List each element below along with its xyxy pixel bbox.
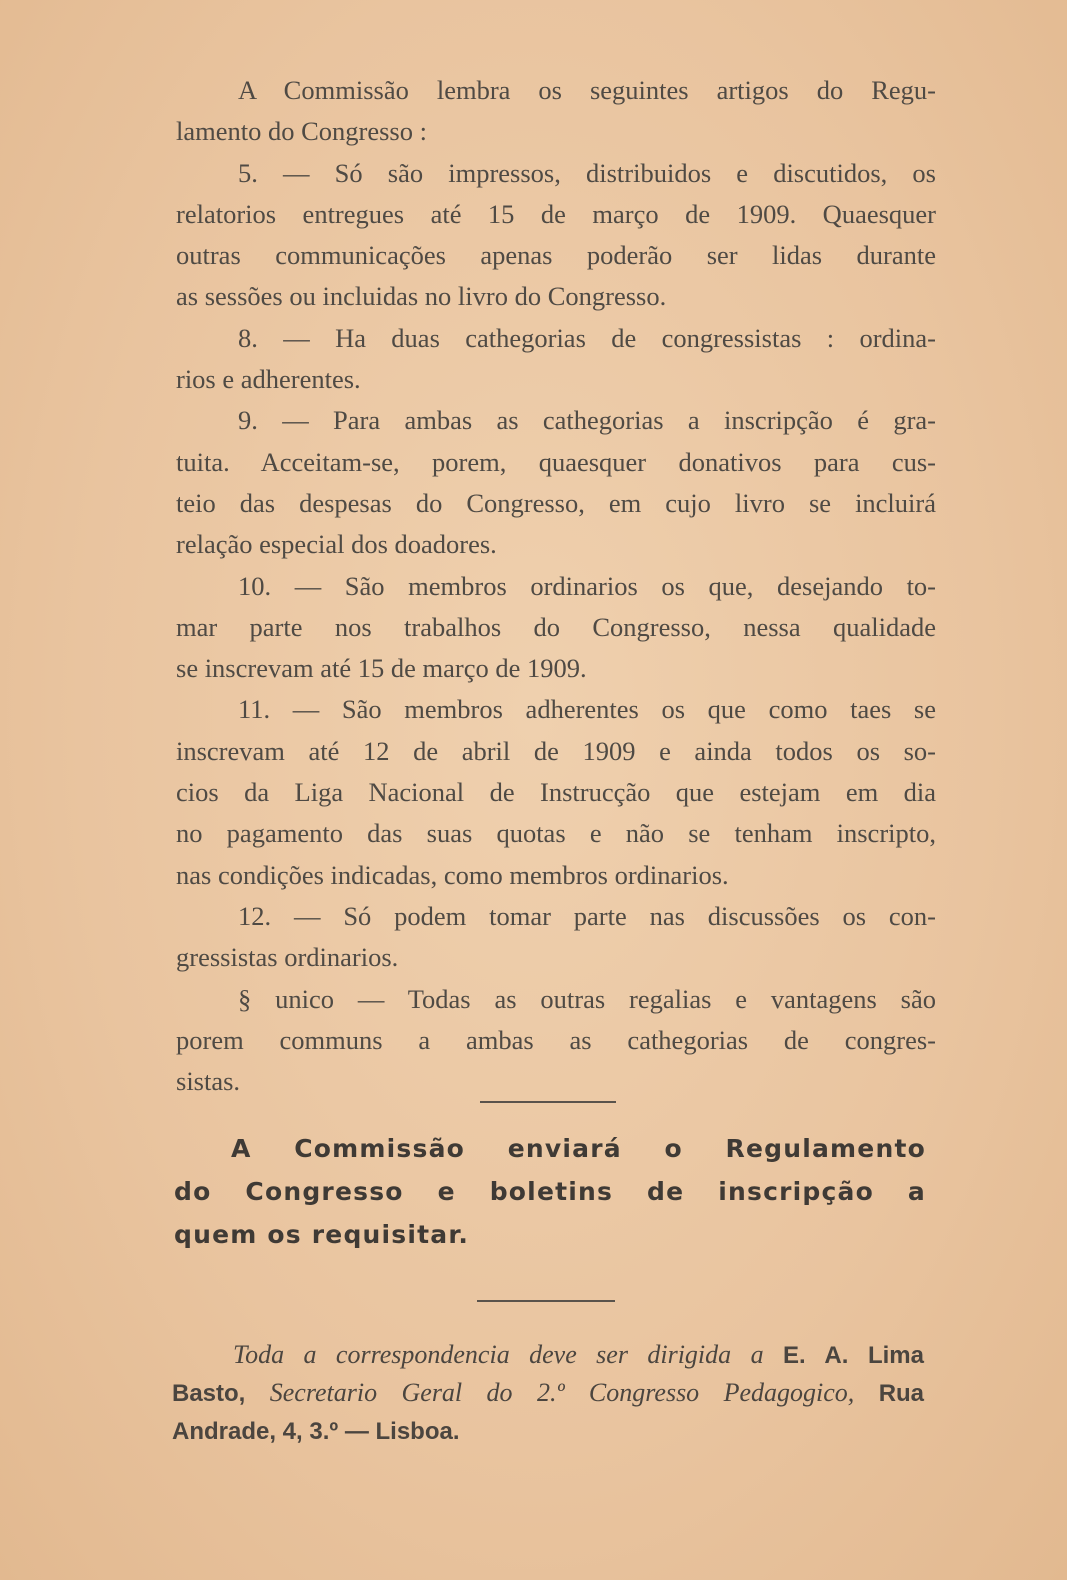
article-text-line: as sessões ou incluidas no livro do Congresso. [176,281,667,312]
article-text-line: outras communicações apenas poderão ser lidas durante [176,240,936,271]
article-text-line: teio das despesas do Congresso, em cujo livro se incluirá [176,487,936,518]
article-text-line: 10. — São membros ordinarios os que, desejando to- [238,570,936,601]
article-text-line: § unico — Todas as outras regalias e vantagens são [238,983,936,1014]
article-text-line: tuita. Acceitam-se, porem, quaesquer donativos para cus- [176,446,936,477]
footer-line-1: Toda a correspondencia deve ser dirigida a E. A. Lima [233,1340,924,1369]
article-text-line: rios e adherentes. [176,364,361,395]
article-text-line: 12. — Só podem tomar parte nas discussões os con- [238,900,936,931]
regulation-articles [176,70,936,1102]
footer-line-2: Basto, Secretario Geral do 2.º Congresso Pedagogico, Rua [172,1378,925,1407]
article-text-line: no pagamento das suas quotas e não se tenham inscripto, [176,818,936,849]
article-text-line: 9. — Para ambas as cathegorias a inscripção é gra- [238,405,936,436]
article-text-line: 5. — Só são impressos, distribuidos e discutidos, os [238,157,936,188]
article-text-line: inscrevam até 12 de abril de 1909 e ainda todos os so- [176,735,936,766]
article-text-line: A Commissão lembra os seguintes artigos do Regu- [238,75,936,105]
article-text-line: cios da Liga Nacional de Instrucção que estejam em dia [176,777,936,808]
article-text-line: porem communs a ambas as cathegorias de congres- [176,1024,936,1055]
divider-rule-1 [480,1101,616,1103]
article-text-line: lamento do Congresso : [176,116,427,147]
commission-notice [174,1127,926,1256]
notice-text-line: do Congresso e boletins de inscripção a [174,1177,926,1206]
article-text-line: 11. — São membros adherentes os que como taes se [238,694,936,725]
article-text-line: mar parte nos trabalhos do Congresso, nessa qualidade [176,611,936,642]
article-text-line: relatorios entregues até 15 de março de 1909. Quaesquer [176,198,936,229]
article-text-line: se inscrevam até 15 de março de 1909. [176,653,587,684]
notice-text-line: quem os requisitar. [174,1220,470,1249]
correspondence-footer [172,1336,924,1450]
notice-text-line: A Commissão enviará o Regulamento [231,1134,926,1163]
divider-rule-2 [477,1300,615,1302]
article-text-line: relação especial dos doadores. [176,529,497,560]
article-text-line: gressistas ordinarios. [176,942,399,973]
article-text-line: sistas. [176,1066,241,1097]
footer-line-3: Andrade, 4, 3.º — Lisboa. [172,1418,460,1445]
article-text-line: 8. — Ha duas cathegorias de congressistas : ordina- [238,322,936,353]
article-text-line: nas condições indicadas, como membros ordinarios. [176,859,729,890]
